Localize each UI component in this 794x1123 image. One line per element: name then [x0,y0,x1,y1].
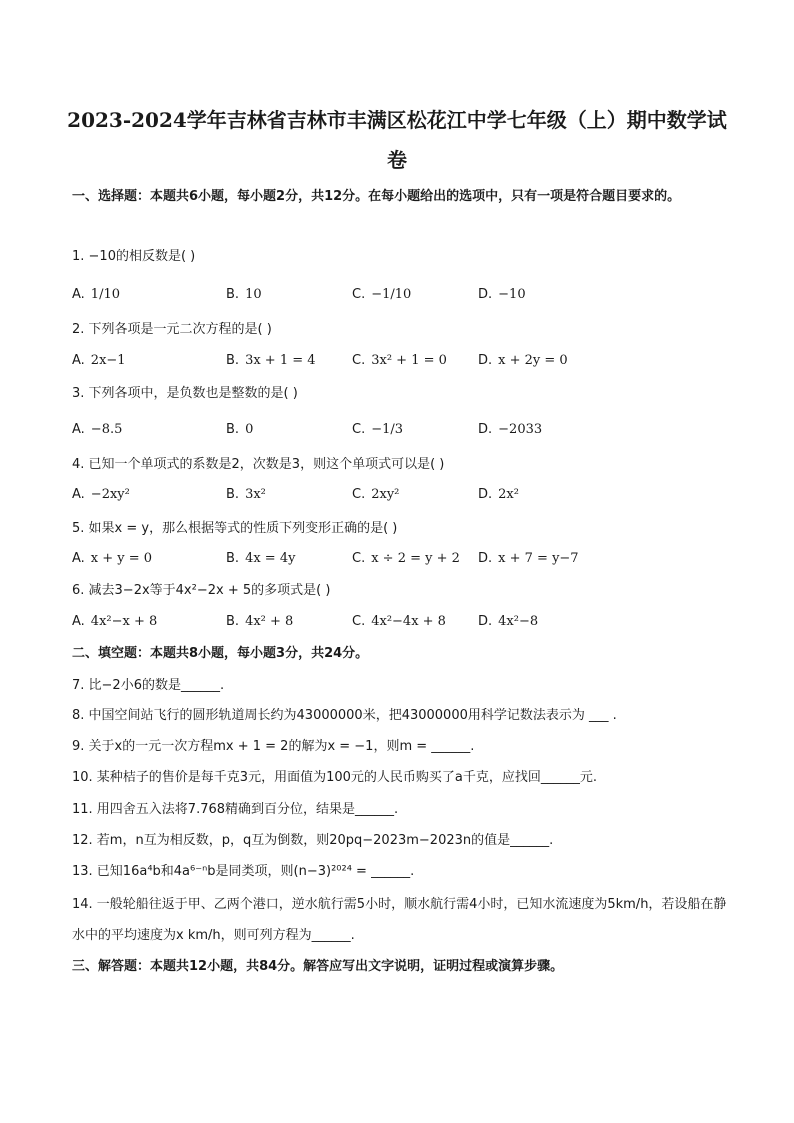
option-a: A. 4x²−x + 8 [72,614,158,629]
question-6-options [72,612,732,632]
question-9: 9. 关于x的一元一次方程mx + 1 = 2的解为x = −1，则m = ______. [72,739,475,754]
question-14: 14. 一般轮船往返于甲、乙两个港口，逆水航行需5小时，顺水航行需4小时，已知水流速度为5km/h，若设船在静水中的平均速度为x km/h，则可列方程为______. [72,897,727,943]
option-b: B. 4x² + 8 [226,614,294,629]
section-answer-heading: 三、解答题：本题共12小题，共84分。解答应写出文字说明，证明过程或演算步骤。 [72,959,564,974]
option-d: D. x + 7 = y−7 [478,551,579,566]
option-a: A. x + y = 0 [72,551,153,566]
option-a: A. −2xy² [72,487,130,502]
option-c: C. x ÷ 2 = y + 2 [352,551,460,566]
option-c: C. 3x² + 1 = 0 [352,353,447,368]
question-1-options [72,285,732,305]
question-2-options [72,351,732,371]
section-choice-heading: 一、选择题：本题共6小题，每小题2分，共12分。在每小题给出的选项中，只有一项是符合题目要求的。 [72,189,681,204]
option-c: C. −1/3 [352,422,404,437]
option-a: A. 2x−1 [72,353,126,368]
option-d: D. −2033 [478,422,543,437]
option-c: C. −1/10 [352,287,412,302]
question-4-options [72,485,732,505]
option-d: D. −10 [478,287,526,302]
question-10: 10. 某种桔子的售价是每千克3元，用面值为100元的人民币购买了a千克，应找回______元. [72,770,597,785]
exam-title: 2023-2024学年吉林省吉林市丰满区松花江中学七年级（上）期中数学试卷 [67,108,727,172]
question-4-stem: 4. 已知一个单项式的系数是2，次数是3，则这个单项式可以是( ) [72,457,445,472]
option-a: A. 1/10 [72,287,120,302]
option-d: D. 2x² [478,487,519,502]
question-5-stem: 5. 如果x = y，那么根据等式的性质下列变形正确的是( ) [72,521,398,536]
question-3-stem: 3. 下列各项中，是负数也是整数的是( ) [72,386,298,401]
question-3-options [72,420,732,440]
option-b: B. 10 [226,287,262,302]
question-1-stem: 1. −10的相反数是( ) [72,249,196,264]
option-b: B. 3x + 1 = 4 [226,353,316,368]
question-2-stem: 2. 下列各项是一元二次方程的是( ) [72,322,272,337]
question-8: 8. 中国空间站飞行的圆形轨道周长约为43000000米，把43000000用科学记数法表示为 ___ . [72,708,617,723]
option-c: C. 4x²−4x + 8 [352,614,446,629]
option-b: B. 0 [226,422,254,437]
question-7: 7. 比−2小6的数是______. [72,678,225,693]
question-11: 11. 用四舍五入法将7.768精确到百分位，结果是______. [72,802,399,817]
question-13: 13. 已知16a⁴b和4a⁶⁻ⁿb是同类项，则(n−3)²⁰²⁴ = ______. [72,864,415,879]
option-b: B. 3x² [226,487,266,502]
section-fill-heading: 二、填空题：本题共8小题，每小题3分，共24分。 [72,646,369,661]
question-5-options [72,549,732,569]
question-12: 12. 若m，n互为相反数，p，q互为倒数，则20pq−2023m−2023n的值是______. [72,833,554,848]
option-d: D. 4x²−8 [478,614,539,629]
option-d: D. x + 2y = 0 [478,353,568,368]
option-b: B. 4x = 4y [226,551,296,566]
question-6-stem: 6. 减去3−2x等于4x²−2x + 5的多项式是( ) [72,583,331,598]
option-c: C. 2xy² [352,487,400,502]
option-a: A. −8.5 [72,422,123,437]
